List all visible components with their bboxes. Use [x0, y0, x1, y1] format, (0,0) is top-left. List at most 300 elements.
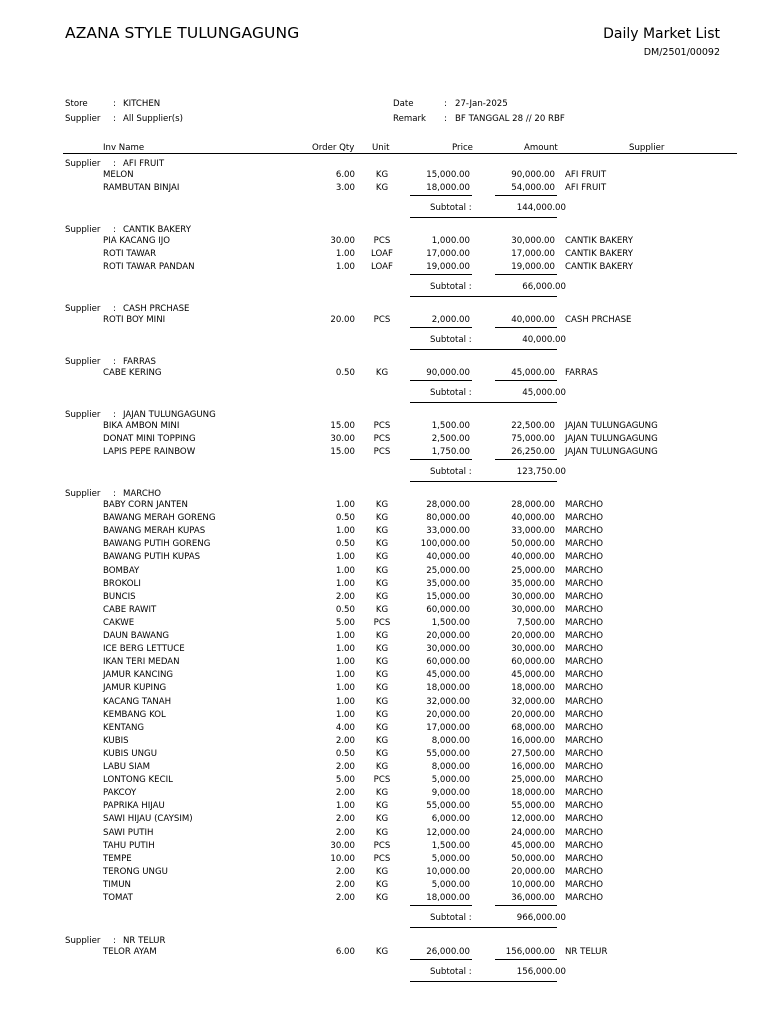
- item-name: LAPIS PEPE RAINBOW: [103, 447, 196, 457]
- item-order-qty: 15.00: [330, 421, 355, 431]
- item-amount: 25,000.00: [511, 566, 555, 576]
- item-amount: 7,500.00: [516, 618, 555, 628]
- item-price: 1,000.00: [431, 236, 470, 246]
- item-name: TERONG UNGU: [103, 867, 168, 877]
- item-order-qty: 20.00: [330, 315, 355, 325]
- item-unit: KG: [375, 579, 389, 589]
- item-price: 33,000.00: [426, 526, 470, 536]
- item-supplier: MARCHO: [565, 618, 604, 628]
- item-order-qty: 1.00: [335, 500, 355, 510]
- item-unit: KG: [375, 723, 389, 733]
- item-supplier: JAJAN TULUNGAGUNG: [565, 421, 658, 431]
- group-supplier-name: JAJAN TULUNGAGUNG: [123, 410, 216, 420]
- item-name: PAKCOY: [103, 788, 137, 798]
- item-amount: 28,000.00: [511, 500, 555, 510]
- item-name: SAWI PUTIH: [103, 828, 154, 838]
- group-supplier-label: Supplier: [65, 410, 101, 420]
- item-unit: KG: [375, 880, 389, 890]
- group-supplier-name: FARRAS: [123, 357, 156, 367]
- price-underline: [410, 459, 472, 460]
- item-unit: KG: [375, 552, 389, 562]
- item-price: 5,000.00: [431, 880, 470, 890]
- item-name: PAPRIKA HIJAU: [103, 801, 165, 811]
- group-supplier-label: Supplier: [65, 357, 101, 367]
- item-amount: 45,000.00: [511, 368, 555, 378]
- column-supplier: Supplier: [629, 143, 665, 153]
- item-unit: PCS: [373, 447, 391, 457]
- item-amount: 20,000.00: [511, 631, 555, 641]
- item-amount: 40,000.00: [511, 513, 555, 523]
- item-amount: 10,000.00: [511, 880, 555, 890]
- item-supplier: MARCHO: [565, 513, 604, 523]
- item-price: 90,000.00: [426, 368, 470, 378]
- item-price: 2,000.00: [431, 315, 470, 325]
- item-unit: KG: [375, 566, 389, 576]
- group-supplier-colon: :: [113, 225, 116, 235]
- item-amount: 16,000.00: [511, 762, 555, 772]
- item-unit: KG: [375, 867, 389, 877]
- item-price: 19,000.00: [426, 262, 470, 272]
- item-amount: 32,000.00: [511, 697, 555, 707]
- item-price: 40,000.00: [426, 552, 470, 562]
- item-unit: KG: [375, 801, 389, 811]
- price-underline: [410, 195, 472, 196]
- group-supplier-name: NR TELUR: [123, 936, 166, 946]
- group-supplier-colon: :: [113, 489, 116, 499]
- item-name: LABU SIAM: [103, 762, 151, 772]
- column-price: Price: [452, 143, 473, 153]
- subtotal-value: 40,000.00: [522, 335, 566, 345]
- item-name: TOMAT: [103, 893, 133, 903]
- item-unit: KG: [375, 697, 389, 707]
- item-name: TEMPE: [103, 854, 132, 864]
- item-supplier: MARCHO: [565, 736, 604, 746]
- item-supplier: AFI FRUIT: [565, 170, 607, 180]
- remark-value: BF TANGGAL 28 // 20 RBF: [455, 114, 565, 124]
- item-order-qty: 1.00: [335, 683, 355, 693]
- item-price: 26,000.00: [426, 947, 470, 957]
- subtotal-value: 123,750.00: [516, 467, 566, 477]
- column-inv-name: Inv Name: [103, 143, 145, 153]
- item-order-qty: 0.50: [335, 605, 355, 615]
- item-price: 18,000.00: [426, 893, 470, 903]
- item-order-qty: 5.00: [335, 618, 355, 628]
- item-price: 18,000.00: [426, 183, 470, 193]
- item-unit: KG: [375, 736, 389, 746]
- item-supplier: MARCHO: [565, 539, 604, 549]
- item-unit: KG: [375, 749, 389, 759]
- item-order-qty: 30.00: [330, 434, 355, 444]
- item-supplier: MARCHO: [565, 592, 604, 602]
- item-order-qty: 2.00: [335, 814, 355, 824]
- item-price: 6,000.00: [431, 814, 470, 824]
- date-value: 27-Jan-2025: [455, 99, 508, 109]
- item-amount: 45,000.00: [511, 670, 555, 680]
- item-name: ROTI TAWAR: [103, 249, 157, 259]
- item-name: TAHU PUTIH: [103, 841, 155, 851]
- item-name: ICE BERG LETTUCE: [103, 644, 185, 654]
- item-order-qty: 3.00: [335, 183, 355, 193]
- subtotal-underline: [410, 927, 557, 928]
- subtotal-underline: [410, 217, 557, 218]
- subtotal-underline: [410, 349, 557, 350]
- item-order-qty: 1.00: [335, 631, 355, 641]
- item-amount: 24,000.00: [511, 828, 555, 838]
- item-unit: KG: [375, 762, 389, 772]
- item-price: 15,000.00: [426, 170, 470, 180]
- item-amount: 54,000.00: [511, 183, 555, 193]
- item-price: 9,000.00: [431, 788, 470, 798]
- item-amount: 18,000.00: [511, 683, 555, 693]
- item-supplier: MARCHO: [565, 605, 604, 615]
- item-order-qty: 1.00: [335, 657, 355, 667]
- item-supplier: MARCHO: [565, 854, 604, 864]
- item-name: TELOR AYAM: [103, 947, 157, 957]
- item-unit: LOAF: [371, 249, 393, 259]
- item-price: 15,000.00: [426, 592, 470, 602]
- subtotal-label: Subtotal :: [430, 388, 472, 398]
- item-name: CAKWE: [103, 618, 135, 628]
- item-price: 55,000.00: [426, 749, 470, 759]
- item-price: 32,000.00: [426, 697, 470, 707]
- item-supplier: MARCHO: [565, 762, 604, 772]
- item-price: 1,500.00: [431, 421, 470, 431]
- item-supplier: MARCHO: [565, 710, 604, 720]
- group-supplier-colon: :: [113, 357, 116, 367]
- item-name: ROTI BOY MINI: [103, 315, 166, 325]
- subtotal-label: Subtotal :: [430, 203, 472, 213]
- item-unit: KG: [375, 631, 389, 641]
- item-unit: KG: [375, 183, 389, 193]
- item-unit: KG: [375, 368, 389, 378]
- group-supplier-name: MARCHO: [123, 489, 162, 499]
- item-amount: 75,000.00: [511, 434, 555, 444]
- item-supplier: MARCHO: [565, 500, 604, 510]
- item-name: IKAN TERI MEDAN: [103, 657, 180, 667]
- group-supplier-label: Supplier: [65, 489, 101, 499]
- item-price: 8,000.00: [431, 762, 470, 772]
- item-price: 2,500.00: [431, 434, 470, 444]
- item-supplier: CANTIK BAKERY: [565, 249, 633, 259]
- item-order-qty: 2.00: [335, 736, 355, 746]
- item-unit: KG: [375, 170, 389, 180]
- item-price: 60,000.00: [426, 657, 470, 667]
- item-price: 8,000.00: [431, 736, 470, 746]
- item-order-qty: 1.00: [335, 579, 355, 589]
- item-supplier: MARCHO: [565, 801, 604, 811]
- item-unit: KG: [375, 526, 389, 536]
- item-amount: 30,000.00: [511, 605, 555, 615]
- item-supplier: NR TELUR: [565, 947, 608, 957]
- item-order-qty: 2.00: [335, 880, 355, 890]
- item-price: 1,500.00: [431, 618, 470, 628]
- item-order-qty: 10.00: [330, 854, 355, 864]
- item-order-qty: 0.50: [335, 368, 355, 378]
- item-name: KUBIS: [103, 736, 129, 746]
- item-amount: 25,000.00: [511, 775, 555, 785]
- item-amount: 40,000.00: [511, 552, 555, 562]
- item-name: MELON: [103, 170, 134, 180]
- item-amount: 19,000.00: [511, 262, 555, 272]
- group-supplier-label: Supplier: [65, 225, 101, 235]
- item-supplier: MARCHO: [565, 566, 604, 576]
- item-order-qty: 30.00: [330, 841, 355, 851]
- item-name: JAMUR KANCING: [103, 670, 174, 680]
- item-order-qty: 2.00: [335, 828, 355, 838]
- item-supplier: JAJAN TULUNGAGUNG: [565, 447, 658, 457]
- item-order-qty: 0.50: [335, 539, 355, 549]
- group-supplier-colon: :: [113, 410, 116, 420]
- group-supplier-label: Supplier: [65, 304, 101, 314]
- item-price: 5,000.00: [431, 775, 470, 785]
- item-supplier: MARCHO: [565, 683, 604, 693]
- item-name: ROTI TAWAR PANDAN: [103, 262, 195, 272]
- group-supplier-label: Supplier: [65, 159, 101, 169]
- group-supplier-name: AFI FRUIT: [123, 159, 165, 169]
- item-order-qty: 2.00: [335, 867, 355, 877]
- item-supplier: AFI FRUIT: [565, 183, 607, 193]
- subtotal-value: 156,000.00: [516, 967, 566, 977]
- item-name: BUNCIS: [103, 592, 136, 602]
- report-title: Daily Market List: [603, 26, 720, 42]
- item-amount: 26,250.00: [511, 447, 555, 457]
- subtotal-value: 966,000.00: [516, 913, 566, 923]
- item-unit: PCS: [373, 618, 391, 628]
- item-unit: KG: [375, 539, 389, 549]
- item-amount: 55,000.00: [511, 801, 555, 811]
- item-name: PIA KACANG IJO: [103, 236, 171, 246]
- item-unit: KG: [375, 828, 389, 838]
- item-name: DAUN BAWANG: [103, 631, 170, 641]
- item-amount: 40,000.00: [511, 315, 555, 325]
- price-underline: [410, 327, 472, 328]
- item-supplier: MARCHO: [565, 670, 604, 680]
- item-unit: PCS: [373, 421, 391, 431]
- item-unit: PCS: [373, 315, 391, 325]
- item-order-qty: 2.00: [335, 893, 355, 903]
- item-supplier: MARCHO: [565, 552, 604, 562]
- price-underline: [410, 959, 472, 960]
- group-supplier-name: CASH PRCHASE: [123, 304, 190, 314]
- item-price: 18,000.00: [426, 683, 470, 693]
- item-name: BROKOLI: [103, 579, 141, 589]
- item-order-qty: 1.00: [335, 710, 355, 720]
- item-name: LONTONG KECIL: [103, 775, 173, 785]
- item-price: 100,000.00: [420, 539, 470, 549]
- item-price: 35,000.00: [426, 579, 470, 589]
- price-underline: [410, 274, 472, 275]
- remark-colon: :: [444, 114, 447, 124]
- item-unit: PCS: [373, 841, 391, 851]
- column-order-qty: Order Qty: [312, 143, 355, 153]
- amount-underline: [495, 327, 557, 328]
- amount-underline: [495, 959, 557, 960]
- item-price: 17,000.00: [426, 723, 470, 733]
- item-order-qty: 1.00: [335, 801, 355, 811]
- header-divider: [63, 153, 737, 154]
- group-supplier-colon: :: [113, 159, 116, 169]
- item-order-qty: 1.00: [335, 670, 355, 680]
- item-price: 1,500.00: [431, 841, 470, 851]
- item-amount: 20,000.00: [511, 710, 555, 720]
- item-price: 20,000.00: [426, 710, 470, 720]
- store-label: Store: [65, 99, 88, 109]
- remark-label: Remark: [393, 114, 427, 124]
- item-order-qty: 1.00: [335, 644, 355, 654]
- item-supplier: MARCHO: [565, 880, 604, 890]
- subtotal-label: Subtotal :: [430, 335, 472, 345]
- item-unit: KG: [375, 605, 389, 615]
- group-supplier-name: CANTIK BAKERY: [123, 225, 191, 235]
- item-order-qty: 15.00: [330, 447, 355, 457]
- subtotal-underline: [410, 296, 557, 297]
- item-order-qty: 1.00: [335, 249, 355, 259]
- item-amount: 30,000.00: [511, 236, 555, 246]
- subtotal-label: Subtotal :: [430, 967, 472, 977]
- item-unit: KG: [375, 893, 389, 903]
- item-price: 60,000.00: [426, 605, 470, 615]
- item-price: 80,000.00: [426, 513, 470, 523]
- supplier-filter-value: All Supplier(s): [123, 114, 183, 124]
- item-price: 12,000.00: [426, 828, 470, 838]
- item-supplier: MARCHO: [565, 723, 604, 733]
- item-amount: 60,000.00: [511, 657, 555, 667]
- item-name: KENTANG: [103, 723, 145, 733]
- item-supplier: MARCHO: [565, 749, 604, 759]
- item-amount: 35,000.00: [511, 579, 555, 589]
- item-name: CABE KERING: [103, 368, 162, 378]
- item-order-qty: 0.50: [335, 749, 355, 759]
- item-order-qty: 6.00: [335, 170, 355, 180]
- subtotal-value: 144,000.00: [516, 203, 566, 213]
- store-value: KITCHEN: [123, 99, 161, 109]
- subtotal-label: Subtotal :: [430, 282, 472, 292]
- item-supplier: MARCHO: [565, 867, 604, 877]
- item-price: 10,000.00: [426, 867, 470, 877]
- item-name: SAWI HIJAU (CAYSIM): [103, 814, 193, 824]
- column-amount: Amount: [524, 143, 558, 153]
- item-supplier: MARCHO: [565, 841, 604, 851]
- item-amount: 17,000.00: [511, 249, 555, 259]
- item-supplier: MARCHO: [565, 526, 604, 536]
- amount-underline: [495, 195, 557, 196]
- item-name: DONAT MINI TOPPING: [103, 434, 196, 444]
- item-name: CABE RAWIT: [103, 605, 157, 615]
- item-price: 1,750.00: [431, 447, 470, 457]
- item-amount: 16,000.00: [511, 736, 555, 746]
- subtotal-value: 66,000.00: [522, 282, 566, 292]
- item-unit: KG: [375, 513, 389, 523]
- item-supplier: FARRAS: [565, 368, 598, 378]
- document-number: DM/2501/00092: [643, 47, 720, 58]
- item-supplier: MARCHO: [565, 631, 604, 641]
- item-unit: KG: [375, 592, 389, 602]
- subtotal-label: Subtotal :: [430, 467, 472, 477]
- item-amount: 90,000.00: [511, 170, 555, 180]
- item-name: BIKA AMBON MINI: [103, 421, 180, 431]
- item-amount: 20,000.00: [511, 867, 555, 877]
- item-supplier: MARCHO: [565, 644, 604, 654]
- item-supplier: MARCHO: [565, 788, 604, 798]
- item-order-qty: 1.00: [335, 697, 355, 707]
- subtotal-value: 45,000.00: [522, 388, 566, 398]
- item-price: 55,000.00: [426, 801, 470, 811]
- item-unit: KG: [375, 657, 389, 667]
- item-amount: 50,000.00: [511, 854, 555, 864]
- item-amount: 18,000.00: [511, 788, 555, 798]
- item-unit: LOAF: [371, 262, 393, 272]
- subtotal-underline: [410, 481, 557, 482]
- subtotal-underline: [410, 981, 557, 982]
- amount-underline: [495, 380, 557, 381]
- item-order-qty: 0.50: [335, 513, 355, 523]
- item-price: 20,000.00: [426, 631, 470, 641]
- item-unit: PCS: [373, 434, 391, 444]
- item-unit: KG: [375, 670, 389, 680]
- item-name: TIMUN: [103, 880, 131, 890]
- item-name: KUBIS UNGU: [103, 749, 157, 759]
- amount-underline: [495, 905, 557, 906]
- item-amount: 27,500.00: [511, 749, 555, 759]
- store-colon: :: [113, 99, 116, 109]
- item-order-qty: 6.00: [335, 947, 355, 957]
- item-amount: 45,000.00: [511, 841, 555, 851]
- item-amount: 68,000.00: [511, 723, 555, 733]
- column-unit: Unit: [372, 143, 390, 153]
- item-name: RAMBUTAN BINJAI: [103, 183, 180, 193]
- item-supplier: MARCHO: [565, 579, 604, 589]
- item-order-qty: 1.00: [335, 262, 355, 272]
- amount-underline: [495, 459, 557, 460]
- item-name: BAWANG MERAH GORENG: [103, 513, 216, 523]
- item-supplier: JAJAN TULUNGAGUNG: [565, 434, 658, 444]
- item-name: KACANG TANAH: [103, 697, 172, 707]
- item-unit: KG: [375, 814, 389, 824]
- item-amount: 33,000.00: [511, 526, 555, 536]
- item-unit: KG: [375, 683, 389, 693]
- item-order-qty: 1.00: [335, 526, 355, 536]
- amount-underline: [495, 274, 557, 275]
- item-order-qty: 30.00: [330, 236, 355, 246]
- supplier-filter-label: Supplier: [65, 114, 101, 124]
- item-supplier: MARCHO: [565, 697, 604, 707]
- group-supplier-label: Supplier: [65, 936, 101, 946]
- item-name: BAWANG PUTIH GORENG: [103, 539, 211, 549]
- item-amount: 156,000.00: [505, 947, 555, 957]
- item-supplier: MARCHO: [565, 775, 604, 785]
- item-order-qty: 2.00: [335, 788, 355, 798]
- item-supplier: MARCHO: [565, 814, 604, 824]
- price-underline: [410, 905, 472, 906]
- item-supplier: MARCHO: [565, 828, 604, 838]
- item-supplier: CANTIK BAKERY: [565, 262, 633, 272]
- item-order-qty: 2.00: [335, 762, 355, 772]
- item-name: KEMBANG KOL: [103, 710, 166, 720]
- group-supplier-colon: :: [113, 936, 116, 946]
- item-order-qty: 2.00: [335, 592, 355, 602]
- item-unit: PCS: [373, 236, 391, 246]
- item-price: 30,000.00: [426, 644, 470, 654]
- item-name: BAWANG MERAH KUPAS: [103, 526, 206, 536]
- item-amount: 50,000.00: [511, 539, 555, 549]
- item-name: BAWANG PUTIH KUPAS: [103, 552, 201, 562]
- item-order-qty: 1.00: [335, 552, 355, 562]
- item-price: 17,000.00: [426, 249, 470, 259]
- item-unit: PCS: [373, 775, 391, 785]
- item-order-qty: 1.00: [335, 566, 355, 576]
- group-supplier-colon: :: [113, 304, 116, 314]
- item-unit: KG: [375, 710, 389, 720]
